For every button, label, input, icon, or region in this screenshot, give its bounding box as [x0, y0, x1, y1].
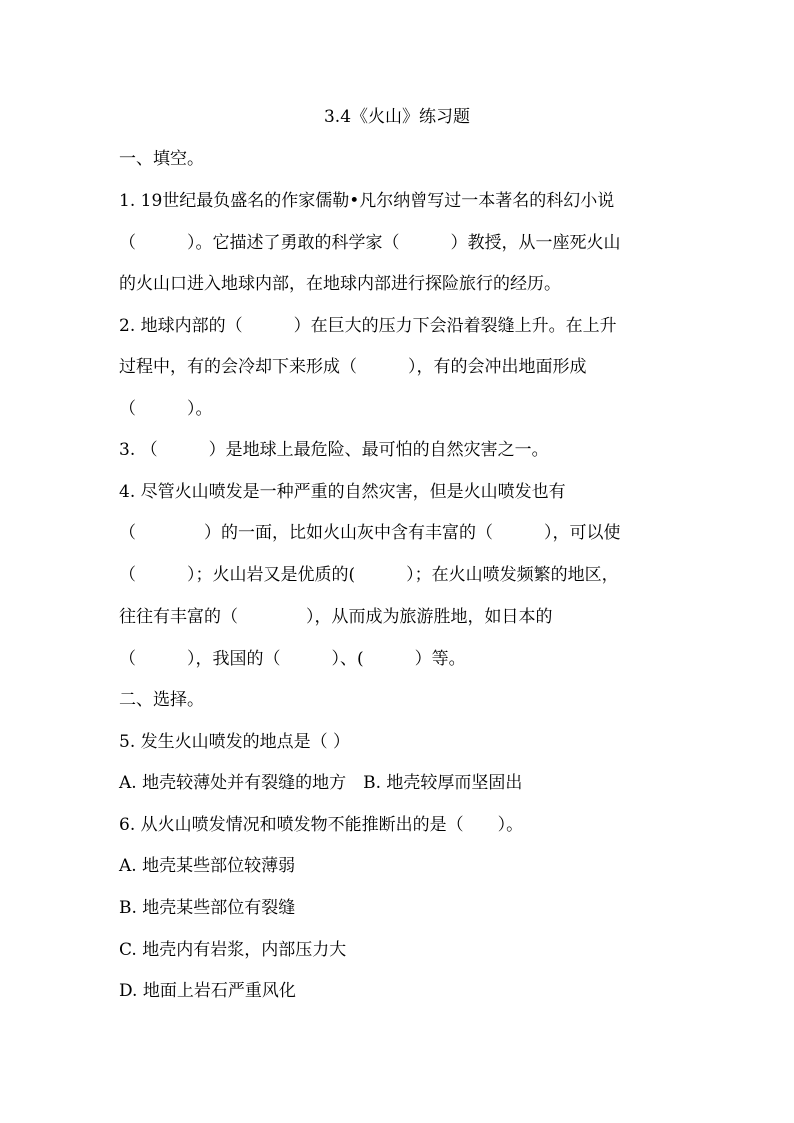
question-6-option-b: B. 地壳某些部位有裂缝 — [119, 898, 296, 918]
question-1-line-3: 的火山口进入地球内部，在地球内部进行探险旅行的经历。 — [119, 274, 561, 294]
question-4-line-4: 往往有丰富的（ ），从而成为旅游胜地，如日本的 — [119, 607, 553, 627]
section-heading-choice: 二、选择。 — [119, 690, 204, 710]
question-3-line-1: 3. （ ）是地球上最危险、最可怕的自然灾害之一。 — [119, 440, 549, 460]
question-2-line-3: （ ）。 — [119, 399, 213, 419]
question-4-line-3: （ ）；火山岩又是优质的( ）；在火山喷发频繁的地区， — [119, 565, 619, 585]
page-title: 3.4《火山》练习题 — [323, 107, 471, 127]
question-5-stem: 5. 发生火山喷发的地点是（ ） — [119, 732, 351, 752]
question-2-line-1: 2. 地球内部的（ ）在巨大的压力下会沿着裂缝上升。在上升 — [119, 316, 617, 336]
question-4-line-2: （ ）的一面，比如火山灰中含有丰富的（ ），可以使 — [119, 523, 621, 543]
question-1-line-2: （ ）。它描述了勇敢的科学家（ ）教授，从一座死火山 — [119, 233, 621, 253]
question-5-options: A. 地壳较薄处并有裂缝的地方 B. 地壳较厚而坚固出 — [119, 773, 523, 793]
question-6-option-c: C. 地壳内有岩浆，内部压力大 — [119, 940, 347, 960]
question-6-option-d: D. 地面上岩石严重风化 — [119, 981, 296, 1001]
question-4-line-5: （ ），我国的（ ）、( ）等。 — [119, 649, 466, 669]
question-6-option-a: A. 地壳某些部位较薄弱 — [119, 856, 296, 876]
question-4-line-1: 4. 尽管火山喷发是一种严重的自然灾害，但是火山喷发也有 — [119, 482, 566, 502]
question-6-stem: 6. 从火山喷发情况和喷发物不能推断出的是（ ）。 — [119, 815, 524, 835]
question-2-line-2: 过程中，有的会冷却下来形成（ ），有的会冲出地面形成 — [119, 357, 587, 377]
section-heading-fill-in: 一、填空。 — [119, 149, 204, 169]
question-1-line-1: 1. 19世纪最负盛名的作家儒勒•凡尔纳曾写过一本著名的科幻小说 — [119, 191, 615, 211]
